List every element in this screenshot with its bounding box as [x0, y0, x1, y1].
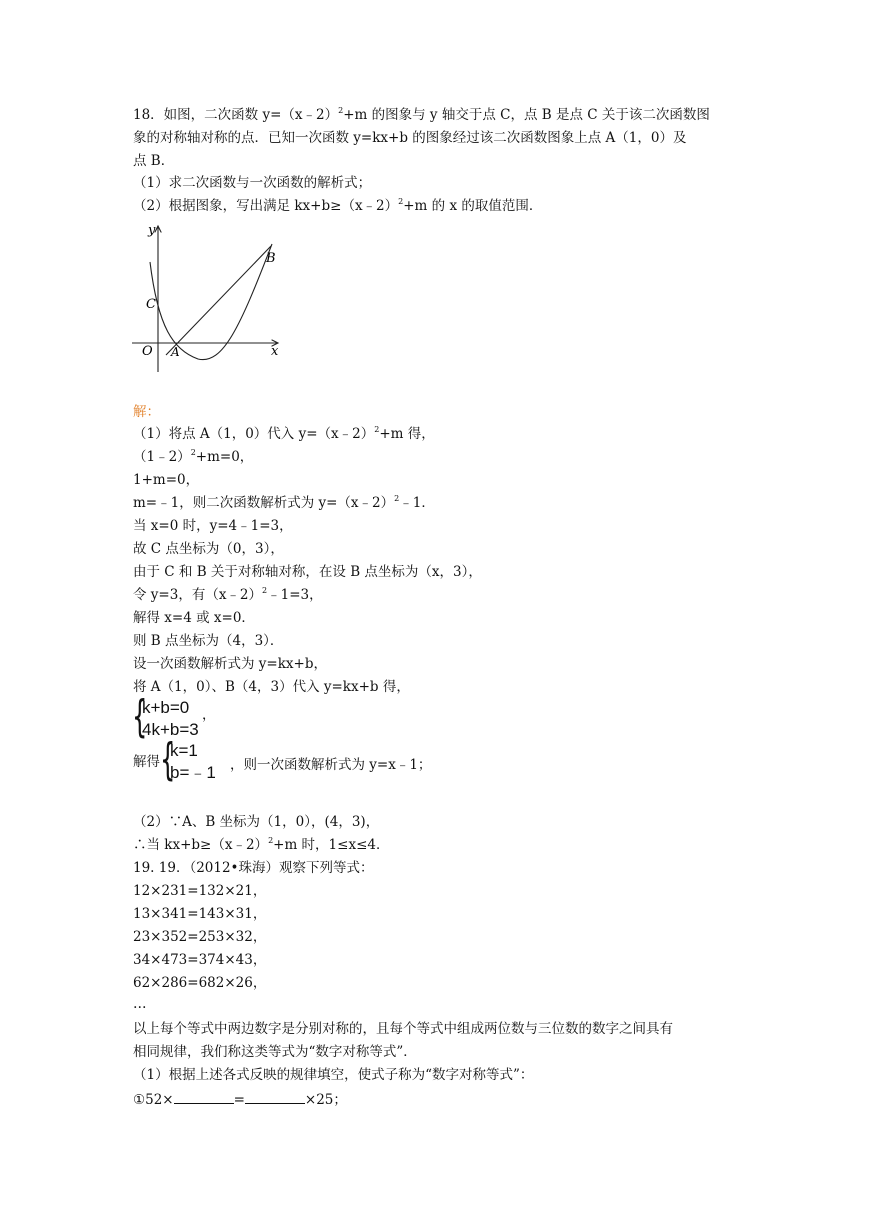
label-c: C	[146, 297, 156, 312]
linear-function-line	[166, 246, 271, 355]
problem-19-fill-in: ①52× = ×25；	[133, 1089, 347, 1109]
parabola-curve	[150, 244, 272, 360]
equation-system-1	[132, 691, 252, 743]
equation-row: 62×286=682×26，	[133, 975, 267, 991]
system-2-equation-2: b=﹣1	[170, 763, 216, 782]
solution-part-2-line-2: ∴当 kx+b≥（x﹣2）$^2$+m 时，1≤x≤4．	[133, 836, 390, 853]
system-1-tail: ，	[202, 707, 216, 723]
problem-18-line-2: 象的对称轴对称的点．已知一次函数 y=kx+b 的图象经过该二次函数图象上点 A（1，0）及	[133, 130, 687, 146]
answer-blank-1[interactable]	[174, 1089, 234, 1104]
label-b: B	[266, 251, 276, 266]
solution-step-11: 设一次函数解析式为 y=kx+b，	[133, 656, 327, 672]
system-2-equation-1: k=1	[170, 741, 198, 760]
solution-step-10: 则 B 点坐标为（4，3）．	[133, 633, 284, 649]
brace-icon: {	[160, 734, 176, 785]
solution-heading: 解：	[133, 404, 160, 420]
solution-step-5: 当 x=0 时，y=4﹣1=3，	[133, 518, 293, 534]
solution-step-12: 将 A（1，0）、B（4，3）代入 y=kx+b 得，	[133, 679, 410, 695]
label-o: O	[142, 344, 153, 359]
problem-18-line-3: 点 B．	[133, 153, 175, 169]
problem-19-question-1: （1）根据上述各式反映的规律填空，使式子称为“数字对称等式”：	[133, 1067, 534, 1083]
brace-icon: {	[132, 691, 148, 742]
solution-step-jiede: 解得	[133, 754, 160, 770]
solution-part-2-line-1: （2）∵A、B 坐标为（1，0），(4，3)，	[133, 814, 380, 830]
label-a: A	[171, 345, 180, 359]
problem-19-description-1: 以上每个等式中两边数字是分别对称的，且每个等式中组成两位数与三位数的数字之间具有	[133, 1021, 673, 1037]
system-1-equation-2: 4k+b=3	[142, 720, 199, 739]
ellipsis: …	[133, 996, 147, 1012]
problem-18-question-1: （1）求二次函数与一次函数的解析式；	[133, 175, 372, 191]
solution-step-1: （1）将点 A（1，0）代入 y=（x﹣2）$^2$+m 得，	[133, 425, 435, 442]
problem-19-title: 19. 19．（2012•珠海）观察下列等式：	[133, 860, 374, 876]
answer-blank-2[interactable]	[245, 1089, 305, 1104]
solution-step-6: 故 C 点坐标为（0，3），	[133, 541, 284, 557]
equation-row: 13×341=143×31，	[133, 906, 267, 922]
solution-step-2: （1﹣2）$^2$+m=0，	[133, 448, 254, 465]
solution-step-9: 解得 x=4 或 x=0．	[133, 610, 255, 626]
problem-18-line-1: 18．如图，二次函数 y=（x﹣2）$^2$+m 的图象与 y 轴交于点 C，点 B 是点 C 关于该二次函数图	[133, 106, 710, 123]
system-2-tail: ，则一次函数解析式为 y=x﹣1；	[230, 757, 432, 773]
problem-18-question-2: （2）根据图象，写出满足 kx+b≥（x﹣2）$^2$+m 的 x 的取值范围．	[133, 197, 543, 214]
system-1-equation-1: k+b=0	[142, 698, 190, 717]
solution-step-3: 1+m=0，	[133, 472, 200, 488]
solution-step-7: 由于 C 和 B 关于对称轴对称，在设 B 点坐标为（x，3），	[133, 564, 482, 580]
solution-step-8: 令 y=3，有（x﹣2）$^2$﹣1=3，	[133, 586, 323, 603]
solution-step-4: m=﹣1，则二次函数解析式为 y=（x﹣2）$^2$﹣1．	[133, 494, 435, 511]
equation-row: 12×231=132×21，	[133, 883, 267, 899]
label-x: x	[271, 344, 279, 359]
equation-row: 34×473=374×43，	[133, 952, 267, 968]
function-graph	[128, 222, 288, 374]
label-y: y	[148, 223, 156, 238]
problem-19-description-2: 相同规律，我们称这类等式为“数字对称等式”．	[133, 1044, 417, 1060]
equation-row: 23×352=253×32，	[133, 929, 267, 945]
equation-system-2	[160, 734, 540, 786]
